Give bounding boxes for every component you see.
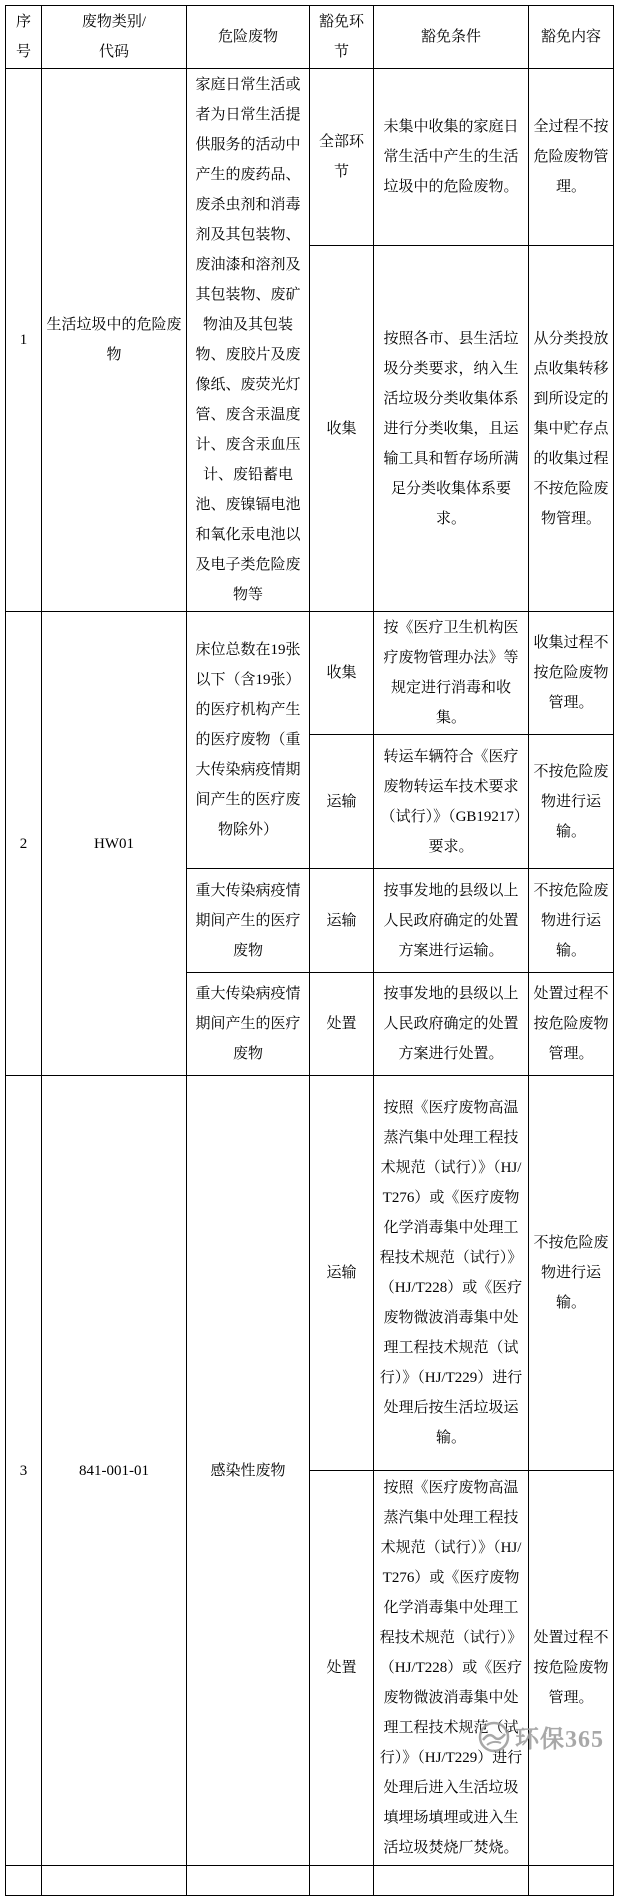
cell-r3-sub1-condition: 按照《医疗废物高温蒸汽集中处理工程技术规范（试行）》（HJ/T276）或《医疗废物化学消毒集中处理工程技术规范（试行）》（HJ/T228）或《医疗废物微波消毒集中处理工程技术规范（试行）》（HJ/T229）进行处理后按生活垃圾运输。 bbox=[374, 1076, 529, 1471]
cell-r2-no: 2 bbox=[6, 612, 42, 1076]
exemption-table bbox=[5, 5, 614, 1896]
cell-r2-sub4-content: 处置过程不按危险废物管理。 bbox=[529, 973, 614, 1076]
table-row bbox=[6, 69, 614, 246]
cell-r1-sub1-stage: 全部环节 bbox=[310, 69, 374, 246]
cell-r2-sub3-stage: 运输 bbox=[310, 869, 374, 973]
header-category-line2: 代码 bbox=[98, 44, 129, 60]
cell-r3-waste: 感染性废物 bbox=[187, 1076, 310, 1866]
header-content: 豁免内容 bbox=[529, 6, 614, 69]
table-row bbox=[6, 1076, 614, 1471]
cell-r1-sub2-condition: 按照各市、县生活垃圾分类要求，纳入生活垃圾分类收集体系进行分类收集，且运输工具和暂存场所满足分类收集体系要求。 bbox=[374, 246, 529, 612]
clipped-cell bbox=[6, 1866, 42, 1896]
cell-r2-sub2-content: 不按危险废物进行运输。 bbox=[529, 735, 614, 869]
cell-r2-sub4-stage: 处置 bbox=[310, 973, 374, 1076]
header-category-line1: 废物类别/ bbox=[81, 14, 147, 30]
cell-r1-sub2-stage: 收集 bbox=[310, 246, 374, 612]
cell-r3-sub2-condition: 按照《医疗废物高温蒸汽集中处理工程技术规范（试行）》（HJ/T276）或《医疗废物化学消毒集中处理工程技术规范（试行）》（HJ/T228）或《医疗废物微波消毒集中处理工程技术规范（试行）》（HJ/T229）进行处理后进入生活垃圾填埋场填埋或进入生活垃圾焚烧厂焚烧。 bbox=[374, 1471, 529, 1866]
cell-r2-sub2-stage: 运输 bbox=[310, 735, 374, 869]
clipped-cell bbox=[529, 1866, 614, 1896]
huanbao365-logo-icon bbox=[477, 1720, 511, 1754]
header-category bbox=[42, 6, 187, 69]
table-header-row bbox=[6, 6, 614, 69]
cell-r1-sub1-condition: 未集中收集的家庭日常生活中产生的生活垃圾中的危险废物。 bbox=[374, 69, 529, 246]
cell-r2-waste-b: 重大传染病疫情期间产生的医疗废物 bbox=[187, 869, 310, 973]
cell-r2-sub1-stage: 收集 bbox=[310, 612, 374, 735]
cell-r3-sub2-content: 处置过程不按危险废物管理。 bbox=[529, 1471, 614, 1866]
cell-r2-waste-c: 重大传染病疫情期间产生的医疗废物 bbox=[187, 973, 310, 1076]
cell-r3-sub1-stage: 运输 bbox=[310, 1076, 374, 1471]
header-waste: 危险废物 bbox=[187, 6, 310, 69]
header-condition: 豁免条件 bbox=[374, 6, 529, 69]
watermark-text: 环保365 bbox=[515, 1727, 604, 1753]
cell-r1-category: 生活垃圾中的危险废物 bbox=[42, 69, 187, 612]
cell-r2-sub3-condition: 按事发地的县级以上人民政府确定的处置方案进行运输。 bbox=[374, 869, 529, 973]
cell-r2-sub1-content: 收集过程不按危险废物管理。 bbox=[529, 612, 614, 735]
watermark bbox=[477, 1719, 604, 1754]
clipped-cell bbox=[310, 1866, 374, 1896]
cell-r3-no: 3 bbox=[6, 1076, 42, 1866]
cell-r3-sub1-content: 不按危险废物进行运输。 bbox=[529, 1076, 614, 1471]
cell-r3-sub2-stage: 处置 bbox=[310, 1471, 374, 1866]
cell-r1-sub2-content: 从分类投放点收集转移到所设定的集中贮存点的收集过程不按危险废物管理。 bbox=[529, 246, 614, 612]
cell-r3-category: 841-001-01 bbox=[42, 1076, 187, 1866]
clipped-cell bbox=[42, 1866, 187, 1896]
cell-r2-sub1-condition: 按《医疗卫生机构医疗废物管理办法》等规定进行消毒和收集。 bbox=[374, 612, 529, 735]
clipped-cell bbox=[374, 1866, 529, 1896]
table-row-clipped bbox=[6, 1866, 614, 1896]
clipped-cell bbox=[187, 1866, 310, 1896]
cell-r2-category: HW01 bbox=[42, 612, 187, 1076]
cell-r1-sub1-content: 全过程不按危险废物管理。 bbox=[529, 69, 614, 246]
cell-r2-sub3-content: 不按危险废物进行运输。 bbox=[529, 869, 614, 973]
cell-r1-waste: 家庭日常生活或者为日常生活提供服务的活动中产生的废药品、废杀虫剂和消毒剂及其包装物、废油漆和溶剂及其包装物、废矿物油及其包装物、废胶片及废像纸、废荧光灯管、废含汞温度计、废含汞血压计、废铅蓄电池、废镍镉电池和氧化汞电池以及电子类危险废物等 bbox=[187, 69, 310, 612]
cell-r1-no: 1 bbox=[6, 69, 42, 612]
cell-r2-sub2-condition: 转运车辆符合《医疗废物转运车技术要求（试行）》（GB19217）要求。 bbox=[374, 735, 529, 869]
header-no: 序号 bbox=[6, 6, 42, 69]
cell-r2-waste-a: 床位总数在19张以下（含19张）的医疗机构产生的医疗废物（重大传染病疫情期间产生的医疗废物除外） bbox=[187, 612, 310, 869]
header-stage: 豁免环节 bbox=[310, 6, 374, 69]
table-row bbox=[6, 612, 614, 735]
cell-r2-sub4-condition: 按事发地的县级以上人民政府确定的处置方案进行处置。 bbox=[374, 973, 529, 1076]
